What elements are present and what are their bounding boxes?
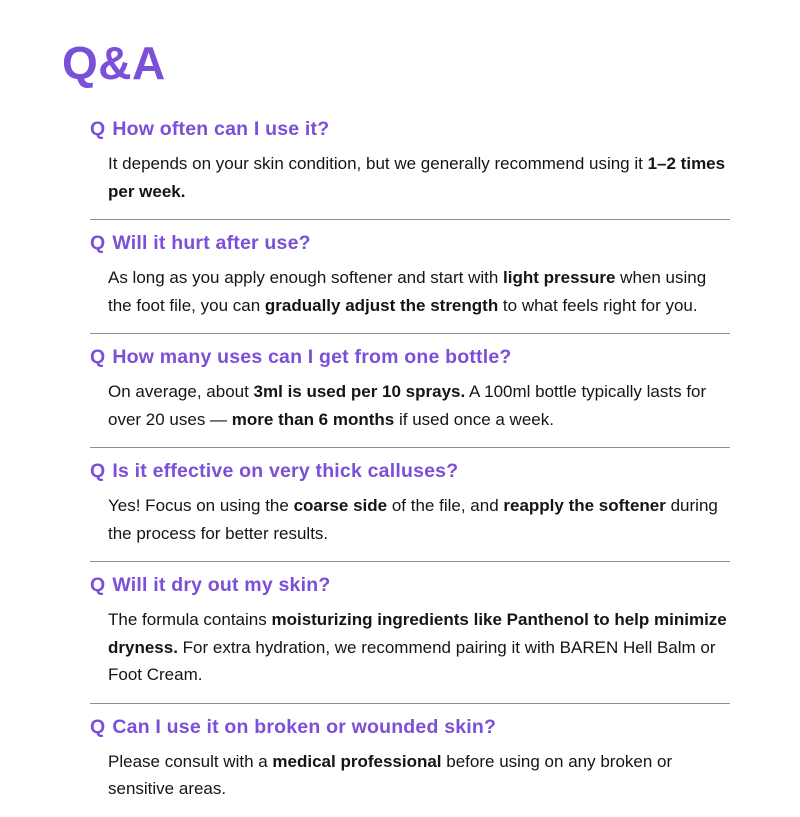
q-prefix: Q (90, 460, 106, 483)
answer-segment: Yes! Focus on using the (108, 496, 294, 516)
answer-segment: moisturizing ingredients like Panthenol to help minimize dryness. (108, 610, 727, 657)
answer-segment: when using the foot file, you can (108, 268, 707, 315)
question (90, 232, 730, 255)
answer-segment: during the process for better results. (108, 496, 718, 543)
q-prefix: Q (90, 232, 106, 255)
qa-item (90, 447, 730, 561)
page-title: Q&A (62, 37, 166, 89)
q-prefix: Q (90, 118, 106, 140)
qa-item (90, 219, 730, 333)
question-text: How often can I use it? (112, 118, 330, 140)
answer-text (90, 492, 730, 547)
answer-segment: coarse side (293, 496, 388, 516)
q-prefix: Q (90, 574, 106, 597)
answer-segment: of the file, and (387, 496, 504, 516)
answer-text (90, 748, 730, 803)
question-text: How many uses can I get from one bottle? (112, 346, 512, 369)
question (90, 346, 730, 369)
qa-item (90, 561, 730, 703)
q-prefix: Q (90, 346, 106, 369)
answer-text (90, 264, 730, 319)
question (90, 118, 730, 141)
answer-segment: 3ml is used per 10 sprays. (253, 382, 466, 402)
answer-segment: to what feels right for you. (498, 295, 698, 315)
answer-segment: light pressure (503, 268, 616, 288)
question (90, 460, 730, 483)
question (90, 574, 730, 597)
answer-text (90, 606, 730, 689)
answer-segment: before using on any broken or sensitive areas. (108, 751, 673, 799)
answer-segment: A 100ml bottle typically lasts for over 20 uses — (108, 382, 707, 429)
answer-segment: medical professional (272, 751, 442, 771)
answer-segment: It depends on your skin condition, but we generally recommend using it (108, 154, 648, 173)
qa-item (90, 333, 730, 447)
question-text: Can I use it on broken or wounded skin? (112, 715, 497, 738)
question (90, 716, 730, 739)
qa-list (90, 106, 730, 817)
answer-segment: 1–2 times per week. (108, 154, 726, 201)
answer-segment: The formula contains (108, 610, 272, 630)
answer-segment: reapply the softener (503, 496, 666, 516)
qa-item (90, 106, 730, 219)
question-text: Will it dry out my skin? (112, 574, 331, 597)
answer-segment: As long as you apply enough softener and start with (108, 268, 504, 288)
question-text: Is it effective on very thick calluses? (112, 460, 459, 483)
question-text: Will it hurt after use? (112, 232, 311, 255)
answer-text (90, 378, 730, 433)
answer-segment: On average, about (108, 382, 254, 402)
answer-segment: For extra hydration, we recommend pairing it with BAREN Hell Balm or Foot Cream. (108, 637, 716, 685)
answer-segment: more than 6 months (231, 409, 395, 429)
answer-segment: if used once a week. (394, 409, 554, 429)
answer-segment: gradually adjust the strength (264, 295, 499, 315)
answer-text (90, 150, 730, 205)
q-prefix: Q (90, 715, 106, 738)
answer-segment: Please consult with a (108, 751, 273, 771)
